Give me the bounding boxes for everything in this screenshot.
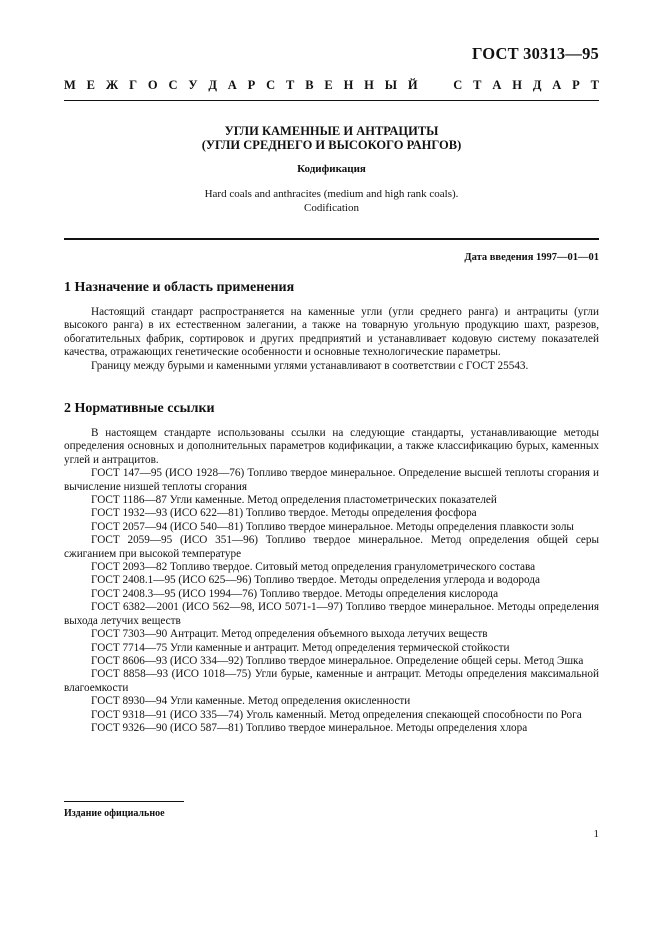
section-1-paragraph: Границу между бурыми и каменными углями устанавливают в соответствии с ГОСТ 25543. <box>91 359 529 372</box>
banner-letter: Т <box>473 78 482 92</box>
title-line-1: УГЛИ КАМЕННЫЕ И АНТРАЦИТЫ <box>224 124 439 138</box>
english-title <box>64 188 599 215</box>
section-2-body <box>64 427 599 735</box>
reference-item: ГОСТ 6382—2001 (ИСО 562—98, ИСО 5071-1—97) Топливо твердое минеральное. Методы определения выхода летучих веществ <box>64 601 599 627</box>
banner-letter: Н <box>512 78 522 92</box>
reference-item: ГОСТ 2408.3—95 (ИСО 1994—76) Топливо твердое. Методы определения кислорода <box>91 587 499 600</box>
banner-gap <box>428 78 442 93</box>
banner-letter: Д <box>532 78 542 92</box>
reference-item: ГОСТ 2057—94 (ИСО 540—81) Топливо твердое минеральное. Методы определения плавкости золы <box>91 520 574 533</box>
banner-letter: С <box>168 78 178 92</box>
section-1-body <box>64 306 599 373</box>
banner-letter: Р <box>572 78 580 92</box>
reference-item: ГОСТ 1932—93 (ИСО 622—81) Топливо твердое. Методы определения фосфора <box>91 507 477 520</box>
reference-item: ГОСТ 2059—95 (ИСО 351—96) Топливо твердое минеральное. Метод определения общей серы сжиганием при высокой температуре <box>64 534 599 560</box>
banner-letter: Т <box>590 78 599 92</box>
banner-letter: У <box>188 78 198 92</box>
banner-letter: А <box>227 78 237 92</box>
reference-item: ГОСТ 8930—94 Угли каменные. Метод определения окисленности <box>91 695 411 708</box>
banner-letter: Н <box>364 78 374 92</box>
banner-letter: Е <box>324 78 333 92</box>
section-1-heading: 1 Назначение и область применения <box>64 280 295 295</box>
reference-item: ГОСТ 1186—87 Угли каменные. Метод определения пластометрических показателей <box>91 494 497 507</box>
reference-item: ГОСТ 147—95 (ИСО 1928—76) Топливо твердое минеральное. Определение высшей теплоты сгорания и вычисление низшей теплоты сгорания <box>64 467 599 493</box>
banner-letter: Е <box>86 78 95 92</box>
reference-item: ГОСТ 7303—90 Антрацит. Метод определения объемного выхода летучих веществ <box>91 628 488 641</box>
banner-letter: А <box>552 78 562 92</box>
interstate-standard-banner <box>64 78 599 93</box>
banner-letter: В <box>305 78 314 92</box>
banner-letter: С <box>266 78 276 92</box>
reference-item: ГОСТ 8606—93 (ИСО 334—92) Топливо твердое минеральное. Определение общей серы. Метод Эшка <box>91 654 584 667</box>
reference-item: ГОСТ 9326—90 (ИСО 587—81) Топливо твердое минеральное. Методы определения хлора <box>91 721 528 734</box>
english-title-line-1: Hard coals and anthracites (medium and high rank coals). <box>204 188 459 200</box>
banner-letter: С <box>453 78 463 92</box>
banner-letter: Д <box>208 78 217 92</box>
introduction-date: Дата введения 1997—01—01 <box>464 252 599 263</box>
document-code: ГОСТ 30313—95 <box>471 44 599 63</box>
section-2-intro: В настоящем стандарте использованы ссылки на следующие стандарты, устанавливающие методы определения основных и дополнительных параметров кодификации, а также классификацию бурых, каменных углей и антрацитов. <box>64 427 599 466</box>
header-rule <box>64 100 599 101</box>
title-line-2: (УГЛИ СРЕДНЕГО И ВЫСОКОГО РАНГОВ) <box>201 138 462 152</box>
banner-letter: Ы <box>384 78 398 92</box>
reference-item: ГОСТ 2093—82 Топливо твердое. Ситовый метод определения гранулометрического состава <box>91 561 536 574</box>
banner-letter: А <box>492 78 502 92</box>
edition-note: Издание официальное <box>64 808 165 819</box>
reference-item: ГОСТ 7714—75 Угли каменные и антрацит. Метод определения термической стойкости <box>91 641 510 654</box>
banner-letter: Р <box>247 78 256 92</box>
reference-item: ГОСТ 8858—93 (ИСО 1018—75) Угли бурые, каменные и антрацит. Методы определения максимальной влагоемкости <box>64 668 599 694</box>
section-2-heading: 2 Нормативные ссылки <box>64 401 215 416</box>
banner-letter: М <box>64 78 76 92</box>
reference-item: ГОСТ 9318—91 (ИСО 335—74) Уголь каменный. Метод определения спекающей способности по Рога <box>91 708 582 721</box>
standard-title <box>64 124 599 152</box>
english-title-line-2: Codification <box>304 201 359 214</box>
title-rule <box>64 238 599 240</box>
banner-letter: Т <box>286 78 295 92</box>
banner-letter: Н <box>343 78 354 92</box>
reference-item: ГОСТ 2408.1—95 (ИСО 625—96) Топливо твердое. Методы определения углерода и водорода <box>91 574 540 587</box>
banner-letter: Г <box>129 78 138 92</box>
section-1-paragraph: Настоящий стандарт распространяется на каменные угли (угли среднего ранга) и антрациты (угли высокого ранга) в их естественном залегании, а также на товарную угольную продукцию шахт, разрезов, обогатительных фабрик, сортировок и других предприятий и устанавливает кодовую систему показателей качества, отражающих генетические особенности и основные технологические параметры. <box>64 306 599 359</box>
standard-subtitle: Кодификация <box>297 163 366 175</box>
banner-letter: О <box>147 78 158 92</box>
page-number: 1 <box>593 828 599 840</box>
banner-letter: Й <box>407 78 418 92</box>
banner-letter: Ж <box>105 78 119 92</box>
footer-rule <box>64 801 184 802</box>
